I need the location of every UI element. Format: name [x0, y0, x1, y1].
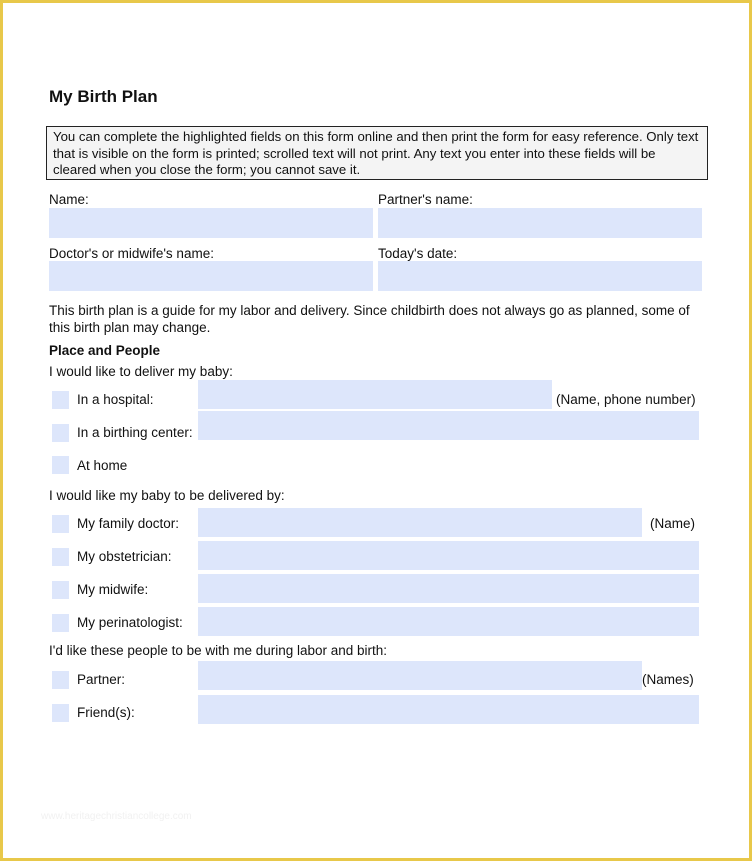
name-note: (Name) — [650, 516, 696, 531]
watermark: www.heritagechristiancollege.com — [41, 811, 192, 822]
midwife-label: My midwife: — [77, 582, 149, 597]
at-home-checkbox[interactable] — [52, 456, 69, 474]
intro-paragraph: This birth plan is a guide for my labor and delivery. Since childbirth does not always go as planned, some of this birth plan may change. — [49, 303, 690, 335]
perinatologist-checkbox[interactable] — [52, 614, 69, 632]
family-doctor-field[interactable] — [198, 508, 642, 537]
people-prompt: I'd like these people to be with me during labor and birth: — [49, 643, 388, 658]
partner-name-field[interactable] — [378, 208, 702, 238]
partner-label: Partner: — [77, 672, 126, 687]
section-heading-place-people: Place and People — [49, 343, 161, 358]
birthing-center-checkbox[interactable] — [52, 424, 69, 442]
name-label: Name: — [49, 192, 89, 207]
family-doctor-label: My family doctor: — [77, 516, 180, 531]
partner-checkbox[interactable] — [52, 671, 69, 689]
instructions-box: You can complete the highlighted fields on this form online and then print the form for easy reference. Only text that is visible on the form is printed; scrolled text will not print. Any text you enter into these fields will be cleared when you close the form; you cannot save it. — [46, 126, 708, 180]
name-phone-note: (Name, phone number) — [556, 392, 696, 407]
obstetrician-checkbox[interactable] — [52, 548, 69, 566]
friends-checkbox[interactable] — [52, 704, 69, 722]
obstetrician-label: My obstetrician: — [77, 549, 172, 564]
todays-date-field[interactable] — [378, 261, 702, 291]
doctor-name-label: Doctor's or midwife's name: — [49, 246, 214, 261]
midwife-checkbox[interactable] — [52, 581, 69, 599]
at-home-label: At home — [77, 458, 128, 473]
todays-date-label: Today's date: — [378, 246, 458, 261]
name-field[interactable] — [49, 208, 373, 238]
birthing-center-field[interactable] — [198, 411, 699, 440]
names-note: (Names) — [642, 672, 694, 687]
doctor-name-field[interactable] — [49, 261, 373, 291]
hospital-checkbox[interactable] — [52, 391, 69, 409]
family-doctor-checkbox[interactable] — [52, 515, 69, 533]
perinatologist-label: My perinatologist: — [77, 615, 183, 630]
delivered-by-prompt: I would like my baby to be delivered by: — [49, 488, 285, 503]
perinatologist-field[interactable] — [198, 607, 699, 636]
birthing-center-label: In a birthing center: — [77, 425, 193, 440]
partner-name-label: Partner's name: — [378, 192, 473, 207]
page-title: My Birth Plan — [49, 87, 158, 106]
hospital-field[interactable] — [198, 380, 552, 409]
hospital-label: In a hospital: — [77, 392, 154, 407]
obstetrician-field[interactable] — [198, 541, 699, 570]
friends-label: Friend(s): — [77, 705, 135, 720]
friends-field[interactable] — [198, 695, 699, 724]
partner-field[interactable] — [198, 661, 642, 690]
midwife-field[interactable] — [198, 574, 699, 603]
deliver-prompt: I would like to deliver my baby: — [49, 364, 233, 379]
